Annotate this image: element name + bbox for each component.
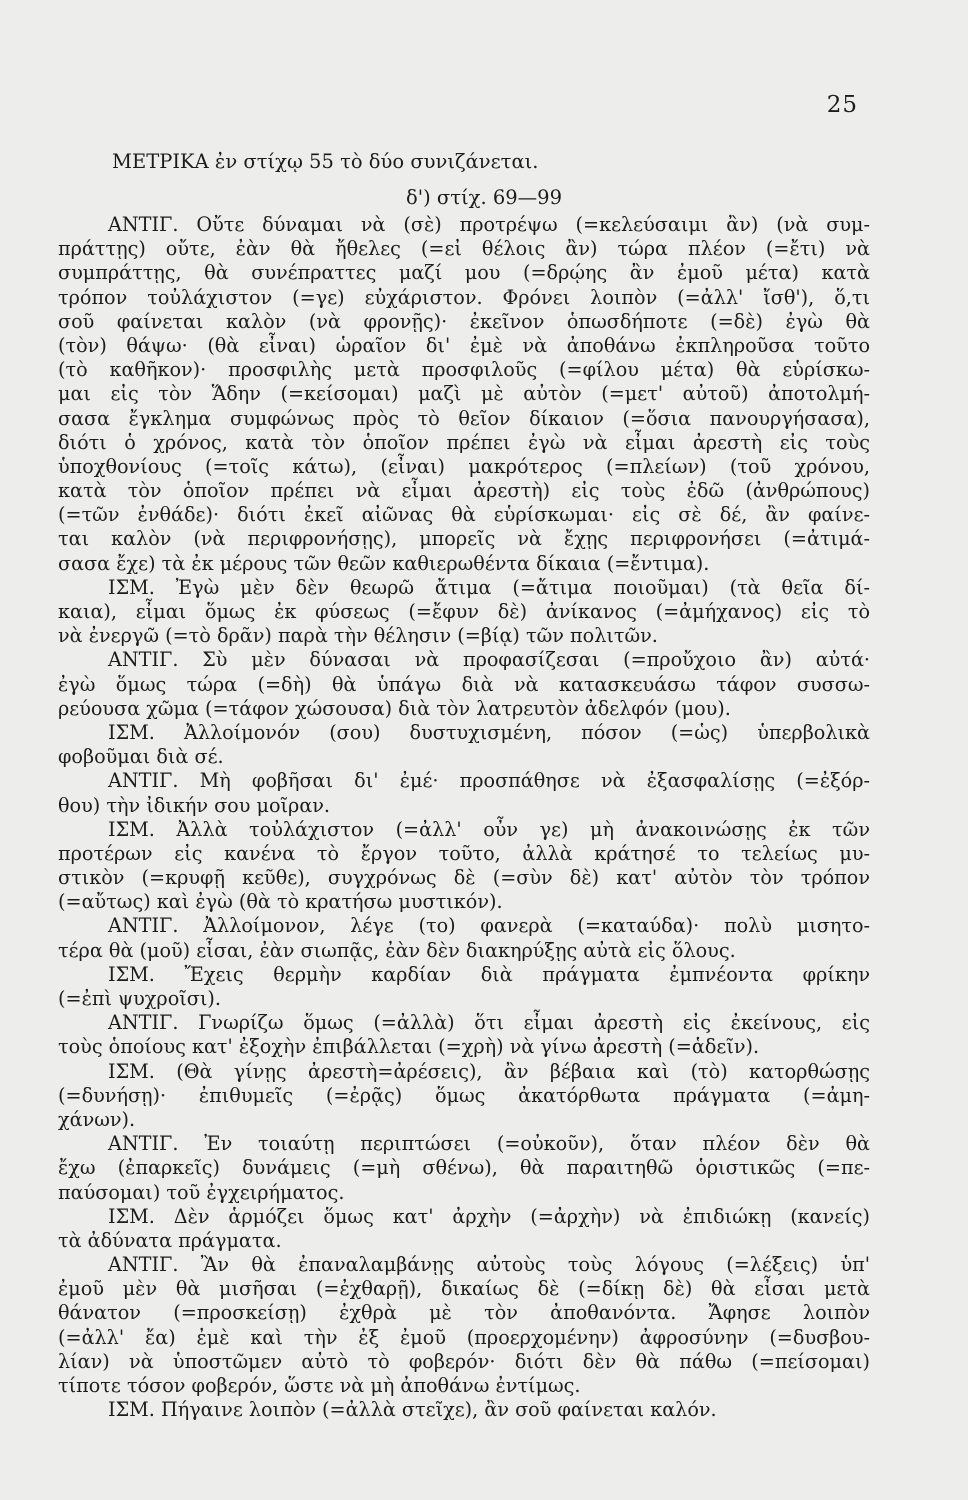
text-line: στικὸν (=κρυφῇ κεῦθε), συγχρόνως δὲ (=σὺν δὲ) κατ' αὐτὸν τὸν τρόπον: [58, 866, 870, 890]
text-line: ΙΣΜ. Ἀλλοίμονόν (σου) δυστυχισμένη, πόσον (=ὡς) ὑπερβολικὰ: [108, 720, 870, 744]
text-line: (=ἀλλ' ἔα) ἐμὲ καὶ τὴν ἐξ ἐμοῦ (προερχομένην) ἀφροσύνην (=δυσβου-: [58, 1325, 870, 1349]
text-line: διότι ὁ χρόνος, κατὰ τὸν ὁποῖον πρέπει ἐγὼ νὰ εἶμαι ἀρεστὴ εἰς τοὺς: [58, 430, 870, 454]
page-number: 25: [826, 92, 858, 118]
text-line: ἐγὼ ὅμως τώρα (=δὴ) θὰ ὑπάγω διὰ νὰ κατασκευάσω τάφον συσσω-: [58, 672, 870, 696]
text-line: ρεύουσα χῶμα (=τάφον χώσουσα) διὰ τὸν λατρευτὸν ἀδελφόν (μου).: [58, 696, 731, 720]
text-line: τέρα θὰ (μοῦ) εἶσαι, ἐὰν σιωπᾷς, ἐὰν δὲν διακηρύξῃς αὐτὰ εἰς ὅλους.: [58, 938, 736, 962]
text-line: πράττῃς) οὔτε, ἐὰν θὰ ἤθελες (=εἰ θέλοις ἂν) τώρα πλέον (=ἔτι) νὰ: [58, 237, 870, 261]
text-line: ται καλὸν (νὰ περιφρονήσῃς), μπορεῖς νὰ ἔχῃς περιφρονήσει (=ἀτιμά-: [58, 527, 870, 551]
text-line: ἔχω (ἐπαρκεῖς) δυνάμεις (=μὴ σθένω), θὰ παραιτηθῶ ὁριστικῶς (=πε-: [58, 1156, 870, 1180]
text-line: (τὸν) θάψω· (θὰ εἶναι) ὡραῖον δι' ἐμὲ νὰ ἀποθάνω ἐκπληροῦσα τοῦτο: [58, 333, 870, 357]
text-line: κατὰ τὸν ὁποῖον πρέπει νὰ εἶμαι ἀρεστὴ) εἰς τοὺς ἐδῶ (ἀνθρώπους): [58, 479, 870, 503]
section-title: δ') στίχ. 69—99: [406, 186, 562, 209]
text-line: (τὸ καθῆκον)· προσφιλὴς μετὰ προσφιλοῦς (=φίλου μέτα) θὰ εὑρίσκω-: [58, 358, 870, 382]
text-line: ΑΝΤΙΓ. Σὺ μὲν δύνασαι νὰ προφασίζεσαι (=προὔχοιο ἂν) αὐτά·: [108, 648, 870, 672]
text-line: (=ἐπὶ ψυχροῖσι).: [58, 987, 221, 1010]
text-line: ἐμοῦ μὲν θὰ μισῆσαι (=ἐχθαρῇ), δικαίως δὲ (=δίκῃ δὲ) θὰ εἶσαι μετὰ: [58, 1277, 870, 1301]
text-line: θου) τὴν ἰδικήν σου μοῖραν.: [58, 793, 331, 817]
text-line: τρόπον τοὐλάχιστον (=γε) εὐχάριστον. Φρόνει λοιπὸν (=ἀλλ' ἴσθ'), ὅ,τι: [58, 285, 870, 309]
text-line: καια), εἶμαι ὅμως ἐκ φύσεως (=ἔφυν δὲ) ἀνίκανος (=ἀμήχανος) εἰς τὸ: [58, 600, 870, 623]
text-line: ΙΣΜ. Ἔχεις θερμὴν καρδίαν διὰ πράγματα ἐμπνέοντα φρίκην: [108, 962, 870, 986]
text-line: λίαν) νὰ ὑποστῶμεν αὐτὸ τὸ φοβερόν· διότι δὲν θὰ πάθω (=πείσομαι): [58, 1349, 870, 1373]
text-line: φοβοῦμαι διὰ σέ.: [58, 745, 224, 769]
text-line: ΑΝΤΙΓ. Γνωρίζω ὅμως (=ἀλλὰ) ὅτι εἶμαι ἀρεστὴ εἰς ἐκείνους, εἰς: [108, 1011, 870, 1035]
text-line: σοῦ φαίνεται καλὸν (νὰ φρονῇς)· ἐκεῖνον ὁπωσδήποτε (=δὲ) ἐγὼ θὰ: [58, 309, 870, 333]
body-text: [58, 213, 870, 1422]
text-line: θάνατον (=προσκείσῃ) ἐχθρὰ μὲ τὸν ἀποθανόντα. Ἄφησε λοιπὸν: [58, 1301, 870, 1325]
text-line: μαι εἰς τὸν Ἅδην (=κείσομαι) μαζὶ μὲ αὐτὸν (=μετ' αὐτοῦ) ἀποτολμή-: [58, 382, 870, 406]
text-line: χάνων).: [58, 1107, 136, 1131]
text-line: (=αὔτως) καὶ ἐγὼ (θὰ τὸ κρατήσω μυστικόν).: [58, 890, 503, 914]
text-line: σασα ἔχε) τὰ ἐκ μέρους τῶν θεῶν καθιερωθέντα δίκαια (=ἔντιμα).: [58, 551, 710, 575]
text-line: σασα ἔγκλημα συμφώνως πρὸς τὸ θεῖον δίκαιον (=ὅσια πανουργήσασα),: [58, 406, 870, 430]
text-line: ΙΣΜ. Ἀλλὰ τοὐλάχιστον (=ἀλλ' οὖν γε) μὴ ἀνακοινώσῃς ἐκ τῶν: [108, 817, 870, 841]
text-line: ΑΝΤΙΓ. Ἐν τοιαύτῃ περιπτώσει (=οὐκοῦν), ὅταν πλέον δὲν θὰ: [108, 1132, 870, 1156]
text-line: ΙΣΜ. (Θὰ γίνῃς ἀρεστὴ=ἀρέσεις), ἂν βέβαια καὶ (τὸ) κατορθώσῃς: [108, 1059, 870, 1083]
text-line: (=δυνήσῃ)· ἐπιθυμεῖς (=ἐρᾷς) ὅμως ἀκατόρθωτα πράγματα (=ἀμη-: [58, 1083, 870, 1107]
text-line: τοὺς ὁποίους κατ' ἐξοχὴν ἐπιβάλλεται (=χρὴ) νὰ γίνω ἀρεστὴ (=ἁδεῖν).: [58, 1035, 760, 1059]
text-line: ΑΝΤΙΓ. Ἀλλοίμονον, λέγε (το) φανερὰ (=καταύδα)· πολὺ μισητο-: [108, 914, 870, 938]
text-line: συμπράττῃς, θὰ συνέπραττες μαζί μου (=δρῴης ἂν ἐμοῦ μέτα) κατὰ: [58, 261, 870, 285]
text-line: ΙΣΜ. Πήγαινε λοιπὸν (=ἀλλὰ στεῖχε), ἂν σοῦ φαίνεται καλόν.: [108, 1398, 717, 1422]
text-line: ΙΣΜ. Ἐγὼ μὲν δὲν θεωρῶ ἄτιμα (=ἄτιμα ποιοῦμαι) (τὰ θεῖα δί-: [108, 575, 870, 599]
text-line: τίποτε τόσον φοβερόν, ὥστε νὰ μὴ ἀποθάνω ἐντίμως.: [58, 1374, 581, 1397]
text-line: ΙΣΜ. Δὲν ἁρμόζει ὅμως κατ' ἀρχὴν (=ἀρχὴν) νὰ ἐπιδιώκῃ (κανείς): [108, 1204, 870, 1228]
text-line: ΑΝΤΙΓ. Μὴ φοβῆσαι δι' ἐμέ· προσπάθησε νὰ ἐξασφαλίσῃς (=ἐξόρ-: [108, 769, 870, 793]
text-line: νὰ ἐνεργῶ (=τὸ δρᾶν) παρὰ τὴν θέλησιν (=βίᾳ) τῶν πολιτῶν.: [58, 624, 658, 648]
text-line: ΑΝΤΙΓ. Οὔτε δύναμαι νὰ (σὲ) προτρέψω (=κελεύσαιμι ἂν) (νὰ συμ-: [108, 213, 870, 236]
text-line: (=τῶν ἐνθάδε)· διότι ἐκεῖ αἰῶνας θὰ εὑρίσκωμαι· εἰς σὲ δέ, ἂν φαίνε-: [58, 503, 870, 527]
text-line: ὑποχθονίους (=τοῖς κάτω), (εἶναι) μακρότερος (=πλείων) (τοῦ χρόνου,: [58, 454, 870, 478]
text-line: προτέρων εἰς κανένα τὸ ἔργον τοῦτο, ἀλλὰ κράτησέ το τελείως μυ-: [58, 841, 870, 865]
text-line: ΑΝΤΙΓ. Ἂν θὰ ἐπαναλαμβάνῃς αὐτοὺς τοὺς λόγους (=λέξεις) ὑπ': [108, 1253, 870, 1277]
text-line: παύσομαι) τοῦ ἐγχειρήματος.: [58, 1180, 345, 1204]
header-note: ΜΕΤΡΙΚΑ ἐν στίχῳ 55 τὸ δύο συνιζάνεται.: [112, 150, 539, 173]
text-line: τὰ ἀδύνατα πράγματα.: [58, 1228, 282, 1252]
